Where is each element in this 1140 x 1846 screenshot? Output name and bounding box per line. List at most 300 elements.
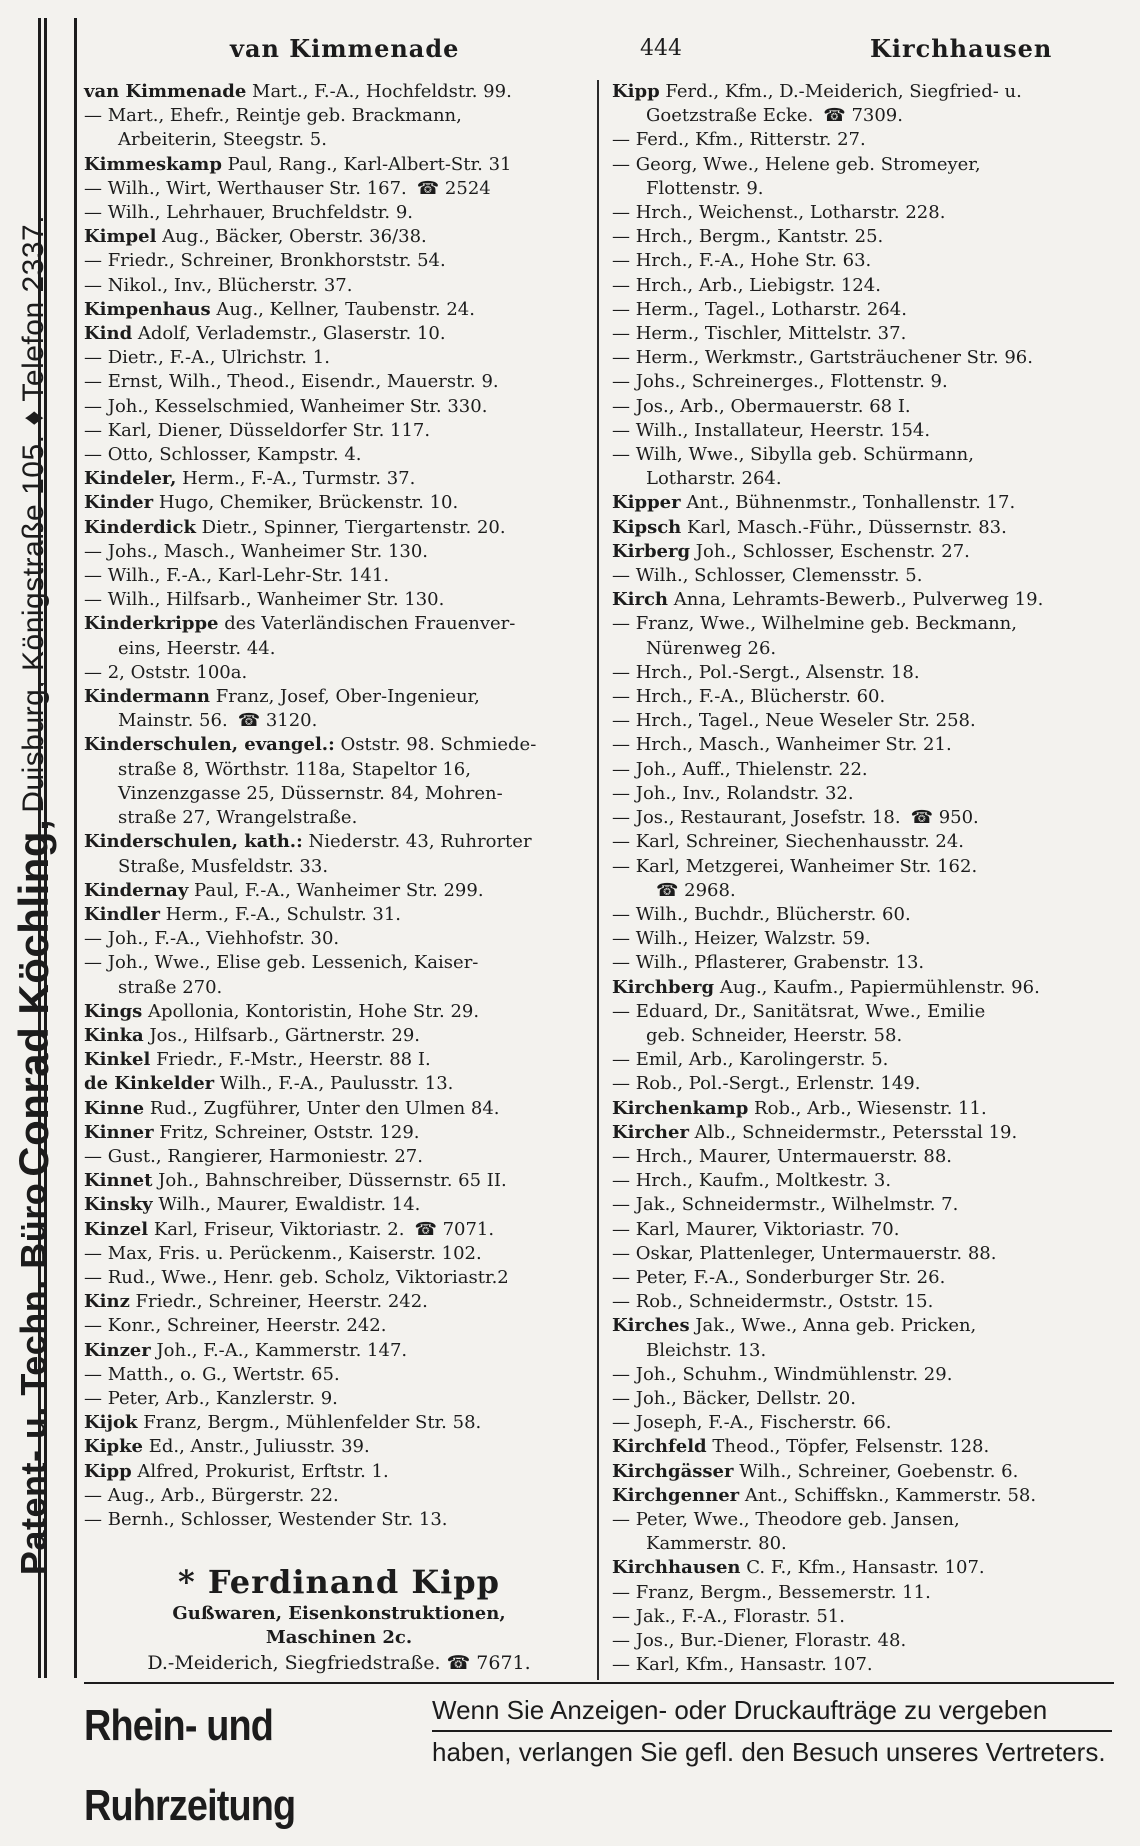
entry-text: Herm., F.-A., Schulstr. 31. (159, 903, 402, 925)
entry-text: Bleichstr. 13. (646, 1339, 767, 1361)
directory-entry (84, 467, 589, 491)
entry-text: — Jos., Restaurant, Josefstr. 18. (612, 807, 901, 829)
directory-entry (612, 80, 1117, 104)
entry-text: — Wilh, Wwe., Sibylla geb. Schürmann, (612, 444, 974, 466)
directory-entry (612, 153, 1117, 177)
side-rule-right (74, 18, 77, 1678)
entry-text: — Jos., Bur.-Diener, Florastr. 48. (612, 1630, 907, 1651)
directory-entry (84, 733, 589, 757)
directory-entry (84, 1435, 589, 1459)
directory-entry (612, 1072, 1117, 1096)
directory-entry (84, 1387, 589, 1411)
entry-surname: Kimpenhaus (84, 298, 211, 320)
directory-entry (612, 951, 1117, 975)
directory-entry (84, 1484, 589, 1508)
entry-text: Wilh., Maurer, Ewaldistr. 14. (152, 1194, 421, 1216)
entry-text: — Joh., Schuhm., Windmühlenstr. 29. (612, 1363, 953, 1385)
entry-text: — Karl, Maurer, Viktoriastr. 70. (612, 1218, 900, 1240)
entry-text: — Oskar, Plattenleger, Untermauerstr. 88. (612, 1242, 997, 1264)
side-advert-name: Conrad Köchling, (10, 818, 57, 1177)
entry-surname: Kinder (84, 492, 154, 514)
entry-text: — Johs., Masch., Wanheimer Str. 130. (84, 540, 429, 562)
entry-text: — Hrch., Maurer, Untermauerstr. 88. (612, 1145, 953, 1167)
directory-entry (84, 637, 589, 661)
entry-telephone: ☎ 2524 (416, 177, 491, 199)
entry-text: — Peter, Wwe., Theodore geb. Jansen, (612, 1508, 960, 1530)
directory-entry (84, 1242, 589, 1266)
entry-surname: Kirchberg (612, 976, 715, 998)
directory-entry (612, 1484, 1117, 1508)
entry-text: straße 270. (118, 976, 223, 998)
entry-text: Theod., Töpfer, Felsenstr. 128. (706, 1436, 990, 1458)
entry-text: — Wilh., Pflasterer, Grabenstr. 13. (612, 952, 925, 974)
directory-entry (612, 1411, 1117, 1435)
directory-entry (84, 758, 589, 782)
entry-text: — Aug., Arb., Bürgerstr. 22. (84, 1484, 339, 1506)
directory-entry (84, 177, 589, 201)
directory-entry (612, 782, 1117, 806)
directory-entry (612, 685, 1117, 709)
entry-text: — Peter, Arb., Kanzlerstr. 9. (84, 1387, 338, 1409)
entry-surname: Kimpel (84, 226, 157, 248)
entry-text: Dietr., Spinner, Tiergartenstr. 20. (195, 516, 506, 538)
kipp-advert-line1: Gußwaren, Eisenkonstruktionen, (172, 1603, 506, 1624)
directory-entry (84, 516, 589, 540)
directory-entry (612, 104, 1117, 128)
entry-surname: Kirchenkamp (612, 1097, 749, 1119)
column-divider (597, 80, 599, 1680)
entry-text: Paul, F.-A., Wanheimer Str. 299. (188, 879, 484, 901)
directory-entry (84, 249, 589, 273)
entry-surname: Kirch (612, 589, 669, 611)
entry-telephone: ☎ 3120. (237, 710, 318, 732)
entry-text: — Rud., Wwe., Henr. geb. Scholz, Viktoriastr.2 (84, 1266, 509, 1288)
kipp-advert-title: * Ferdinand Kipp (177, 1563, 501, 1601)
directory-entry (612, 1290, 1117, 1314)
directory-entry (612, 274, 1117, 298)
entry-text: Herm., F.-A., Turmstr. 37. (176, 468, 416, 490)
directory-entry (84, 685, 589, 709)
directory-entry (612, 976, 1117, 1000)
directory-entry (612, 1605, 1117, 1629)
directory-entry (84, 782, 589, 806)
entry-text: — Rob., Schneidermstr., Oststr. 15. (612, 1291, 934, 1313)
entry-text: — Johs., Schreinerges., Flottenstr. 9. (612, 371, 948, 393)
directory-entry (612, 1193, 1117, 1217)
entry-text: — Jak., Schneidermstr., Wilhelmstr. 7. (612, 1194, 959, 1216)
directory-entry (612, 1000, 1117, 1024)
entry-text: Mainstr. 56. (118, 710, 228, 732)
directory-entry (84, 395, 589, 419)
directory-entry (612, 370, 1117, 394)
directory-entry (612, 1556, 1117, 1580)
directory-entry (612, 395, 1117, 419)
entry-text: — Hrch., F.-A., Hohe Str. 63. (612, 250, 872, 272)
directory-entry (612, 249, 1117, 273)
entry-text: — Herm., Tagel., Lotharstr. 264. (612, 298, 907, 320)
directory-entry (612, 855, 1117, 879)
entry-text: — Wilh., Installateur, Heerstr. 154. (612, 419, 931, 441)
entry-surname: Kipper (612, 492, 681, 514)
entry-surname: Kipke (84, 1436, 143, 1458)
entry-text: — Jak., F.-A., Florastr. 51. (612, 1605, 845, 1627)
entry-text: Mart., F.-A., Hochfeldstr. 99. (246, 81, 512, 102)
directory-entry (612, 1242, 1117, 1266)
directory-entry (84, 976, 589, 1000)
directory-entry (612, 637, 1117, 661)
directory-entry (84, 153, 589, 177)
entry-surname: Kircher (612, 1121, 689, 1143)
entry-text: Joh., Bahnschreiber, Düssernstr. 65 II. (152, 1170, 507, 1192)
entry-surname: Kipsch (612, 516, 682, 538)
entry-text: — Mart., Ehefr., Reintje geb. Brackmann, (84, 105, 462, 127)
directory-entry (612, 612, 1117, 636)
directory-entry (612, 443, 1117, 467)
entry-text: Oststr. 98. Schmiede- (334, 734, 537, 756)
directory-entry (84, 1000, 589, 1024)
header-right: Kirchhausen (870, 34, 1053, 63)
entry-text: straße 27, Wrangelstraße. (118, 807, 358, 829)
directory-entry (612, 1266, 1117, 1290)
directory-entry (612, 564, 1117, 588)
entry-text: — Karl, Metzgerei, Wanheimer Str. 162. (612, 855, 978, 877)
entry-text: Goetzstraße Ecke. (646, 105, 814, 127)
entry-text: Rob., Arb., Wiesenstr. 11. (748, 1097, 987, 1119)
newspaper-logo: Rhein- und Ruhrzeitung (84, 1701, 296, 1830)
directory-entry (84, 1290, 589, 1314)
directory-entry (612, 1218, 1117, 1242)
entry-surname: Kinzer (84, 1339, 151, 1361)
entry-surname: Kinka (84, 1024, 144, 1046)
entry-text: — Joh., Auff., Thielenstr. 22. (612, 758, 868, 780)
directory-entry (84, 709, 589, 733)
side-advert-rest: Duisburg, Königstraße 105. ♦ Telefon 2337. (17, 214, 50, 813)
directory-entry (612, 806, 1117, 830)
entry-text: — Hrch., Pol.-Sergt., Alsenstr. 18. (612, 661, 920, 683)
entry-surname: Kirches (612, 1315, 690, 1337)
entry-text: — Georg, Wwe., Helene geb. Stromeyer, (612, 153, 981, 175)
entry-text: — Jos., Arb., Obermauerstr. 68 I. (612, 395, 911, 417)
entry-text: — Wilh., Schlosser, Clemensstr. 5. (612, 565, 923, 587)
bottom-advert-line1: Wenn Sie Anzeigen- oder Druckaufträge zu vergeben (432, 1690, 1112, 1732)
entry-text: — Bernh., Schlosser, Westender Str. 13. (84, 1508, 448, 1530)
entry-text: — Karl, Schreiner, Siechenhausstr. 24. (612, 831, 965, 853)
entry-surname: Kindernay (84, 879, 189, 901)
entry-surname: Kings (84, 1000, 143, 1022)
directory-entry (84, 661, 589, 685)
directory-entry (84, 879, 589, 903)
entry-surname: Kinderschulen, evangel.: (84, 734, 335, 756)
entry-surname: Kindermann (84, 686, 210, 708)
directory-entry (84, 104, 589, 128)
entry-text: — Herm., Tischler, Mittelstr. 37. (612, 323, 907, 345)
entry-surname: Kirchhausen (612, 1557, 741, 1579)
entry-telephone: ☎ 2968. (656, 879, 736, 901)
directory-entry (612, 1169, 1117, 1193)
entry-text: Anna, Lehramts-Bewerb., Pulverweg 19. (668, 589, 1044, 611)
entry-text: — Hrch., F.-A., Blücherstr. 60. (612, 686, 886, 708)
directory-entry (84, 1048, 589, 1072)
entry-text: Karl, Masch.-Führ., Düssernstr. 83. (681, 516, 1007, 538)
entry-text: — Hrch., Arb., Liebigstr. 124. (612, 274, 881, 296)
page-header (80, 34, 1100, 70)
entry-text: Vinzenzgasse 25, Düssernstr. 84, Mohren- (118, 782, 503, 804)
right-column (612, 80, 1117, 1677)
directory-entry (612, 1435, 1117, 1459)
directory-entry (84, 1339, 589, 1363)
entry-text: Wilh., Schreiner, Goebenstr. 6. (733, 1460, 1019, 1482)
kipp-advert-line2: Maschinen 2c. (265, 1627, 413, 1648)
entry-text: Lotharstr. 264. (646, 468, 782, 490)
entry-text: — Emil, Arb., Karolingerstr. 5. (612, 1049, 889, 1071)
directory-entry (612, 1532, 1117, 1556)
directory-entry (84, 1169, 589, 1193)
page-number: 444 (640, 36, 682, 61)
entry-text: — Joseph, F.-A., Fischerstr. 66. (612, 1412, 892, 1434)
entry-surname: Kindler (84, 903, 160, 925)
entry-text: — Eduard, Dr., Sanitätsrat, Wwe., Emilie (612, 1000, 986, 1022)
directory-entry (84, 346, 589, 370)
entry-text: — Rob., Pol.-Sergt., Erlenstr. 149. (612, 1073, 921, 1095)
directory-entry (84, 1145, 589, 1169)
directory-entry (612, 225, 1117, 249)
directory-entry (612, 1339, 1117, 1363)
entry-text: Wilh., F.-A., Paulusstr. 13. (214, 1073, 454, 1095)
entry-text: — Wilh., F.-A., Karl-Lehr-Str. 141. (84, 565, 390, 587)
entry-surname: Kirchgenner (612, 1484, 740, 1506)
directory-entry (612, 1048, 1117, 1072)
directory-entry (84, 903, 589, 927)
directory-entry (612, 1387, 1117, 1411)
entry-text: Kammerstr. 80. (646, 1533, 787, 1555)
entry-text: — Hrch., Weichenst., Lotharstr. 228. (612, 202, 946, 224)
entry-text: eins, Heerstr. 44. (118, 637, 276, 659)
entry-text: — Dietr., F.-A., Ulrichstr. 1. (84, 347, 330, 369)
entry-text: — Otto, Schlosser, Kampstr. 4. (84, 444, 362, 466)
directory-entry (84, 443, 589, 467)
directory-entry (612, 733, 1117, 757)
entry-text: Apollonia, Kontoristin, Hohe Str. 29. (142, 1000, 480, 1022)
directory-entry (84, 1460, 589, 1484)
directory-entry (612, 588, 1117, 612)
entry-surname: Kinz (84, 1291, 130, 1313)
entry-text: — Joh., Inv., Rolandstr. 32. (612, 782, 854, 804)
entry-text: — Peter, F.-A., Sonderburger Str. 26. (612, 1266, 946, 1288)
directory-entry (612, 419, 1117, 443)
entry-text: Karl, Friseur, Viktoriastr. 2. (148, 1218, 405, 1240)
entry-text: — Ernst, Wilh., Theod., Eisendr., Mauerstr. 9. (84, 371, 499, 393)
entry-text: — Karl, Diener, Düsseldorfer Str. 117. (84, 419, 431, 441)
directory-entry (612, 903, 1117, 927)
entry-text: — Ferd., Kfm., Ritterstr. 27. (612, 129, 866, 151)
entry-telephone: ☎ 7309. (823, 105, 903, 127)
entry-text: — Wilh., Lehrhauer, Bruchfeldstr. 9. (84, 202, 414, 224)
header-left: van Kimmenade (230, 34, 460, 63)
entry-surname: Kinzel (84, 1218, 149, 1240)
directory-entry (84, 1218, 589, 1242)
directory-entry (612, 1629, 1117, 1653)
directory-entry (84, 1193, 589, 1217)
entry-surname: Kinne (84, 1097, 145, 1119)
entry-surname: Kirchgässer (612, 1460, 734, 1482)
entry-surname: Kinsky (84, 1194, 153, 1216)
directory-entry (84, 80, 589, 104)
entry-text: des Vaterländischen Frauenver- (218, 613, 516, 635)
entry-text: Nürenweg 26. (646, 637, 777, 659)
directory-entry (84, 588, 589, 612)
entry-text: — Wilh., Wirt, Werthauser Str. 167. (84, 177, 407, 199)
directory-entry (84, 951, 589, 975)
entry-text: Ed., Anstr., Juliusstr. 39. (143, 1436, 370, 1458)
directory-entry (84, 564, 589, 588)
entry-text: Straße, Musfeldstr. 33. (118, 855, 329, 877)
entry-text: — Hrch., Masch., Wanheimer Str. 21. (612, 734, 952, 756)
kipp-advert-tel: ☎ 7671. (446, 1652, 531, 1674)
directory-entry (84, 419, 589, 443)
entry-surname: Kinderkrippe (84, 613, 219, 635)
directory-entry (84, 370, 589, 394)
entry-text: Joh., Schlosser, Eschenstr. 27. (690, 540, 970, 562)
entry-text: — Max, Fris. u. Perückenm., Kaiserstr. 102. (84, 1242, 482, 1264)
directory-entry (612, 491, 1117, 515)
directory-entry (84, 322, 589, 346)
entry-text: — Franz, Bergm., Bessemerstr. 11. (612, 1581, 931, 1603)
kipp-advert (84, 1562, 594, 1677)
entry-text: Aug., Kaufm., Papiermühlenstr. 96. (714, 976, 1040, 998)
directory-entry (612, 709, 1117, 733)
directory-entry (84, 201, 589, 225)
entry-surname: Kinderschulen, kath.: (84, 831, 303, 853)
entry-text: — Franz, Wwe., Wilhelmine geb. Beckmann, (612, 613, 1017, 635)
directory-entry (84, 1024, 589, 1048)
entry-text: — Joh., Bäcker, Dellstr. 20. (612, 1387, 856, 1409)
entry-text: Aug., Kellner, Taubenstr. 24. (210, 298, 475, 320)
entry-text: — Wilh., Hilfsarb., Wanheimer Str. 130. (84, 589, 445, 611)
entry-text: Joh., F.-A., Kammerstr. 147. (150, 1339, 408, 1361)
entry-text: — Wilh., Heizer, Walzstr. 59. (612, 928, 871, 950)
directory-entry (84, 128, 589, 152)
entry-surname: Kirberg (612, 540, 691, 562)
entry-text: Arbeiterin, Steegstr. 5. (118, 129, 327, 151)
entry-surname: Kinderdick (84, 516, 196, 538)
entry-text: — 2, Oststr. 100a. (84, 661, 248, 683)
directory-entry (612, 1097, 1117, 1121)
entry-text: straße 8, Wörthstr. 118a, Stapeltor 16, (118, 758, 471, 780)
directory-entry (612, 1653, 1117, 1677)
entry-surname: Kipp (84, 1460, 132, 1482)
entry-text: Jak., Wwe., Anna geb. Pricken, (689, 1315, 977, 1337)
directory-entry (612, 758, 1117, 782)
entry-text: Jos., Hilfsarb., Gärtnerstr. 29. (143, 1024, 420, 1046)
entry-surname: Kindeler, (84, 468, 177, 490)
directory-entry (612, 346, 1117, 370)
entry-text: — Hrch., Kaufm., Moltkestr. 3. (612, 1170, 892, 1192)
bottom-rule (84, 1682, 1114, 1684)
directory-entry (84, 830, 589, 854)
directory-entry (84, 1508, 589, 1532)
directory-entry (612, 1460, 1117, 1484)
entry-text: Friedr., F.-Mstr., Heerstr. 88 I. (150, 1049, 431, 1071)
entry-text: geb. Schneider, Heerstr. 58. (646, 1024, 903, 1046)
entry-surname: Kind (84, 323, 133, 345)
directory-entry (612, 322, 1117, 346)
directory-entry (84, 1363, 589, 1387)
entry-text: Franz, Bergm., Mühlenfelder Str. 58. (137, 1412, 482, 1434)
directory-entry (612, 1145, 1117, 1169)
entry-text: Flottenstr. 9. (646, 177, 764, 199)
directory-entry (612, 128, 1117, 152)
entry-text: — Nikol., Inv., Blücherstr. 37. (84, 274, 353, 296)
directory-entry (612, 467, 1117, 491)
entry-surname: Kipp (612, 81, 660, 102)
entry-text: — Konr., Schreiner, Heerstr. 242. (84, 1315, 387, 1337)
entry-surname: Kinnet (84, 1170, 153, 1192)
entry-surname: Kinner (84, 1121, 154, 1143)
directory-entry (612, 1024, 1117, 1048)
directory-entry (84, 540, 589, 564)
entry-text: Alb., Schneidermstr., Petersstal 19. (688, 1121, 1018, 1143)
directory-entry (612, 298, 1117, 322)
entry-text: Paul, Rang., Karl-Albert-Str. 31 (221, 153, 512, 175)
entry-text: — Matth., o. G., Wertstr. 65. (84, 1363, 340, 1385)
entry-surname: van Kimmenade (84, 81, 247, 102)
directory-entry (84, 1121, 589, 1145)
directory-entry (612, 1508, 1117, 1532)
directory-entry (84, 855, 589, 879)
directory-entry (612, 1581, 1117, 1605)
entry-text: Niederstr. 43, Ruhrorter (302, 831, 532, 853)
entry-text: Ferd., Kfm., D.-Meiderich, Siegfried- u. (659, 81, 1022, 102)
directory-entry (84, 1072, 589, 1096)
entry-text: — Joh., F.-A., Viehhofstr. 30. (84, 928, 340, 950)
directory-entry (612, 927, 1117, 951)
directory-entry (612, 1314, 1117, 1338)
entry-text: — Joh., Kesselschmied, Wanheimer Str. 330. (84, 395, 488, 417)
entry-text: — Wilh., Buchdr., Blücherstr. 60. (612, 903, 911, 925)
entry-text: Aug., Bäcker, Oberstr. 36/38. (156, 226, 427, 248)
entry-text: Rud., Zugführer, Unter den Ulmen 84. (144, 1097, 500, 1119)
side-advert (2, 35, 66, 1755)
entry-text: Franz, Josef, Ober-Ingenieur, (209, 686, 480, 708)
entry-telephone: ☎ 7071. (414, 1218, 495, 1240)
directory-entry (84, 1314, 589, 1338)
directory-entry (612, 516, 1117, 540)
directory-entry (84, 927, 589, 951)
entry-text: — Friedr., Schreiner, Bronkhorststr. 54. (84, 250, 446, 272)
entry-surname: Kijok (84, 1412, 138, 1434)
entry-surname: Kirchfeld (612, 1436, 707, 1458)
directory-entry (612, 661, 1117, 685)
entry-text: C. F., Kfm., Hansastr. 107. (740, 1557, 985, 1579)
entry-text: — Karl, Kfm., Hansastr. 107. (612, 1654, 873, 1676)
entry-text: Ant., Schiffskn., Kammerstr. 58. (739, 1484, 1037, 1506)
side-advert-lead: Patent- u. Techn. Büro (13, 1182, 54, 1576)
bottom-advert (432, 1690, 1112, 1772)
directory-entry (612, 830, 1117, 854)
directory-entry (612, 540, 1117, 564)
directory-entry (84, 1266, 589, 1290)
directory-entry (84, 1097, 589, 1121)
directory-entry (612, 201, 1117, 225)
entry-text: — Hrch., Bergm., Kantstr. 25. (612, 226, 884, 248)
entry-text: Alfred, Prokurist, Erftstr. 1. (131, 1460, 389, 1482)
directory-entry (84, 298, 589, 322)
entry-text: Ant., Bühnenmstr., Tonhallenstr. 17. (680, 492, 1016, 514)
directory-entry (84, 225, 589, 249)
kipp-advert-address-line (84, 1650, 594, 1676)
entry-text: — Hrch., Tagel., Neue Weseler Str. 258. (612, 710, 976, 732)
entry-surname: Kimmeskamp (84, 153, 222, 175)
